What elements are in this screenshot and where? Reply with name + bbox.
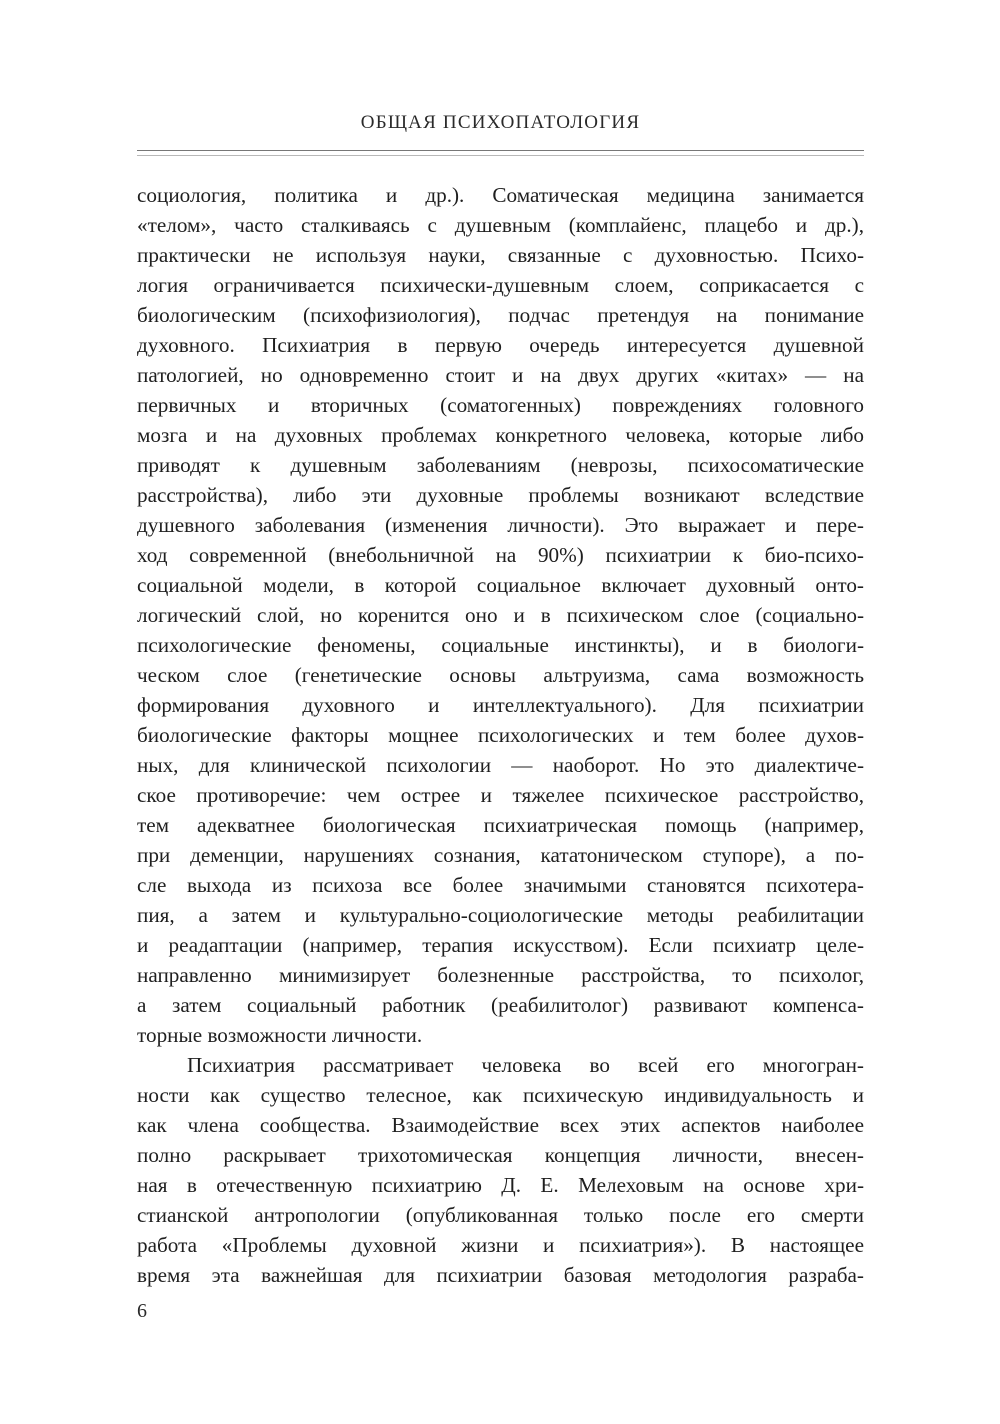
- text-line: «телом», часто сталкиваясь с душевным (комплайенс, плацебо и др.),: [137, 213, 864, 237]
- text-line: патологией, но одновременно стоит и на двух других «китах» — на: [137, 363, 864, 387]
- text-line: ческом слое (генетические основы альтруизма, сама возможность: [137, 663, 864, 687]
- text-line: логия ограничивается психически-душевным слоем, соприкасается с: [137, 273, 864, 297]
- running-head: ОБЩАЯ ПСИХОПАТОЛОГИЯ: [360, 112, 641, 133]
- text-line: биологические факторы мощнее психологических и тем более духов-: [137, 723, 864, 747]
- text-line: как члена сообщества. Взаимодействие всех этих аспектов наиболее: [137, 1113, 864, 1137]
- header-rule-thick: [137, 150, 864, 151]
- text-line: ход современной (внебольничной на 90%) психиатрии к био-психо-: [137, 543, 864, 567]
- text-line: работа «Проблемы духовной жизни и психиатрия»). В настоящее: [137, 1233, 864, 1257]
- text-line: практически не используя науки, связанные с духовностью. Психо-: [137, 243, 864, 267]
- text-line: логический слой, но коренится оно и в психическом слое (социально-: [137, 603, 864, 627]
- page-number: 6: [137, 1300, 147, 1322]
- text-line: при деменции, нарушениях сознания, кататоническом ступоре), а по-: [137, 843, 864, 867]
- text-line: ское противоречие: чем острее и тяжелее психическое расстройство,: [137, 783, 864, 807]
- text-line: биологическим (психофизиология), подчас претендуя на понимание: [137, 303, 864, 327]
- text-line: время эта важнейшая для психиатрии базовая методология разраба-: [137, 1263, 864, 1287]
- text-line: приводят к душевным заболеваниям (неврозы, психосоматические: [137, 453, 864, 477]
- text-line: стианской антропологии (опубликованная только после его смерти: [137, 1203, 864, 1227]
- text-line: и реадаптации (например, терапия искусством). Если психиатр целе-: [137, 933, 864, 957]
- text-line: формирования духовного и интеллектуального). Для психиатрии: [137, 693, 864, 717]
- text-line: социальной модели, в которой социальное включает духовный онто-: [137, 573, 864, 597]
- text-line: расстройства), либо эти духовные проблемы возникают вследствие: [137, 483, 864, 507]
- text-line: первичных и вторичных (соматогенных) повреждениях головного: [137, 393, 864, 417]
- header-rule-thin: [137, 155, 864, 156]
- text-line: тем адекватнее биологическая психиатрическая помощь (например,: [137, 813, 864, 837]
- text-line: мозга и на духовных проблемах конкретного человека, которые либо: [137, 423, 864, 447]
- text-line: духовного. Психиатрия в первую очередь интересуется душевной: [137, 333, 864, 357]
- text-line: сле выхода из психоза все более значимыми становятся психотера-: [137, 873, 864, 897]
- text-line: ная в отечественную психиатрию Д. Е. Мелеховым на основе хри-: [137, 1173, 864, 1197]
- text-line: торные возможности личности.: [137, 1023, 423, 1047]
- text-line: ности как существо телесное, как психическую индивидуальность и: [137, 1083, 864, 1107]
- text-line: ных, для клинической психологии — наоборот. Но это диалектиче-: [137, 753, 864, 777]
- text-line: а затем социальный работник (реабилитолог) развивают компенса-: [137, 993, 864, 1017]
- text-line: социология, политика и др.). Соматическая медицина занимается: [137, 183, 864, 207]
- text-line: психологические феномены, социальные инстинкты), и в биологи-: [137, 633, 864, 657]
- text-line: направленно минимизирует болезненные расстройства, то психолог,: [137, 963, 864, 987]
- text-line: душевного заболевания (изменения личности). Это выражает и пере-: [137, 513, 864, 537]
- paragraph-first-line: Психиатрия рассматривает человека во всей его многогран-: [187, 1053, 864, 1077]
- text-line: пия, а затем и культурально-социологические методы реабилитации: [137, 903, 864, 927]
- text-line: полно раскрывает трихотомическая концепция личности, внесен-: [137, 1143, 864, 1167]
